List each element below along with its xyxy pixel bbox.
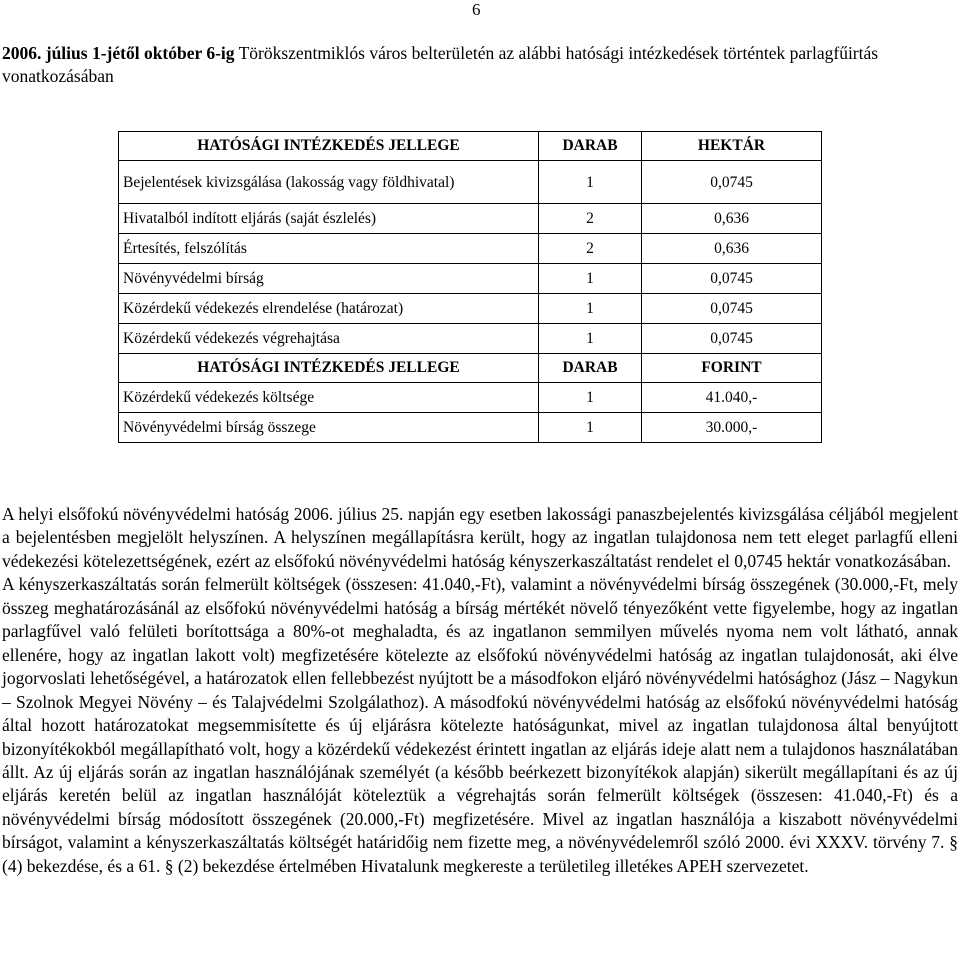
row-count: 1	[539, 294, 642, 324]
row-count: 1	[539, 383, 642, 413]
header-type: HATÓSÁGI INTÉZKEDÉS JELLEGE	[119, 132, 539, 161]
body-paragraph: A helyi elsőfokú növényvédelmi hatóság 2006. július 25. napján egy esetben lakossági panaszbejelentés kivizsgálása céljából megjelent a bejelentésben megjelölt helyszínen. A helyszínen megállapításra került, hogy az ingatlan tulajdonosa nem tett eleget parlagfű elleni védekezési kötelezettségének, ezért az elsőfokú növényvédelmi hatóság kényszerkaszáltatást rendelet el 0,0745 hektár vonatkozásában.	[2, 504, 958, 571]
row-count: 2	[539, 204, 642, 234]
row-count: 1	[539, 413, 642, 443]
table-row	[119, 161, 822, 204]
table-row	[119, 324, 822, 354]
row-value: 0,0745	[642, 161, 822, 204]
row-type: Közérdekű védekezés elrendelése (határozat)	[119, 294, 539, 324]
header-unit: FORINT	[642, 354, 822, 383]
row-value: 0,0745	[642, 324, 822, 354]
row-count: 1	[539, 161, 642, 204]
table-header-row	[119, 132, 822, 161]
table-row	[119, 413, 822, 443]
header-count: DARAB	[539, 354, 642, 383]
row-type: Növényvédelmi bírság összege	[119, 413, 539, 443]
measures-table	[118, 131, 822, 443]
intro-date-range: 2006. július 1-jétől október 6-ig	[2, 43, 235, 63]
intro-text: Törökszentmiklós város belterületén az alábbi hatósági intézkedések történtek parlagfűirtás vonatkozásában	[2, 43, 879, 86]
row-count: 1	[539, 324, 642, 354]
body-paragraph: A kényszerkaszáltatás során felmerült költségek (összesen: 41.040,-Ft), valamint a növényvédelmi bírság összegének (30.000,-Ft, mely összeg meghatározásánál az elsőfokú növényvédelmi hatóság a bírság mértékét növelő tényezőként vette figyelembe, hogy az ingatlan parlagfűvel való felületi borítottsága a 80%-ot meghaladta, és az ingatlanon semmilyen művelés nyoma nem volt látható, annak ellenére, hogy az ingatlan lakott volt) megfizetésére kötelezte az elsőfokú növényvédelmi hatóság az ingatlan tulajdonosát, aki élve jogorvoslati lehetőségével, a határozatok ellen fellebbezést nyújtott be a másodfokon eljáró növényvédelmi hatósághoz (Jász – Nagykun – Szolnok Megyei Növény – és Talajvédelmi Szolgálathoz). A másodfokú növényvédelmi hatóság az elsőfokú növényvédelmi hatóság által hozott határozatokat megsemmisítette és új eljárásra kötelezte hatóságunkat, mivel az ingatlan tulajdonosa által benyújtott bizonyítékokból megállapítható volt, hogy a közérdekű védekezést érintett ingatlan az eljárás ideje alatt nem a tulajdonos használatában állt. Az új eljárás során az ingatlan használójának személyét (a később beérkezett bizonyítékok alapján) sikerült megállapítani és az új eljárás keretén belül az ingatlan használóját köteleztük a végrehajtás során felmerült költségek (összesen: 41.040,-Ft) és a növényvédelmi bírság módosított összegének (20.000,-Ft) megfizetésére. Mivel az ingatlan használója a kiszabott növényvédelmi bírságot, valamint a kényszerkaszáltatás költségét határidőig nem fizette meg, a növényvédelemről szóló 2000. évi XXXV. törvény 7. § (4) bekezdése, és a 61. § (2) bekezdése értelmében Hivatalunk megkereste a területileg illetékes APEH szervezetet.	[2, 574, 958, 876]
table-header-row	[119, 354, 822, 383]
body-text	[2, 503, 958, 878]
row-value: 0,0745	[642, 264, 822, 294]
row-value: 30.000,-	[642, 413, 822, 443]
table-row	[119, 294, 822, 324]
header-type: HATÓSÁGI INTÉZKEDÉS JELLEGE	[119, 354, 539, 383]
page-number: 6	[472, 0, 481, 19]
table-row	[119, 204, 822, 234]
table-row	[119, 234, 822, 264]
row-type: Bejelentések kivizsgálása (lakosság vagy földhivatal)	[119, 161, 539, 204]
row-type: Hivatalból indított eljárás (saját észlelés)	[119, 204, 539, 234]
row-value: 0,636	[642, 234, 822, 264]
row-value: 41.040,-	[642, 383, 822, 413]
row-count: 2	[539, 234, 642, 264]
header-unit: HEKTÁR	[642, 132, 822, 161]
row-count: 1	[539, 264, 642, 294]
row-value: 0,0745	[642, 294, 822, 324]
header-count: DARAB	[539, 132, 642, 161]
intro-paragraph	[2, 42, 958, 88]
row-value: 0,636	[642, 204, 822, 234]
row-type: Értesítés, felszólítás	[119, 234, 539, 264]
table-row	[119, 264, 822, 294]
table-row	[119, 383, 822, 413]
row-type: Közérdekű védekezés költsége	[119, 383, 539, 413]
row-type: Közérdekű védekezés végrehajtása	[119, 324, 539, 354]
row-type: Növényvédelmi bírság	[119, 264, 539, 294]
